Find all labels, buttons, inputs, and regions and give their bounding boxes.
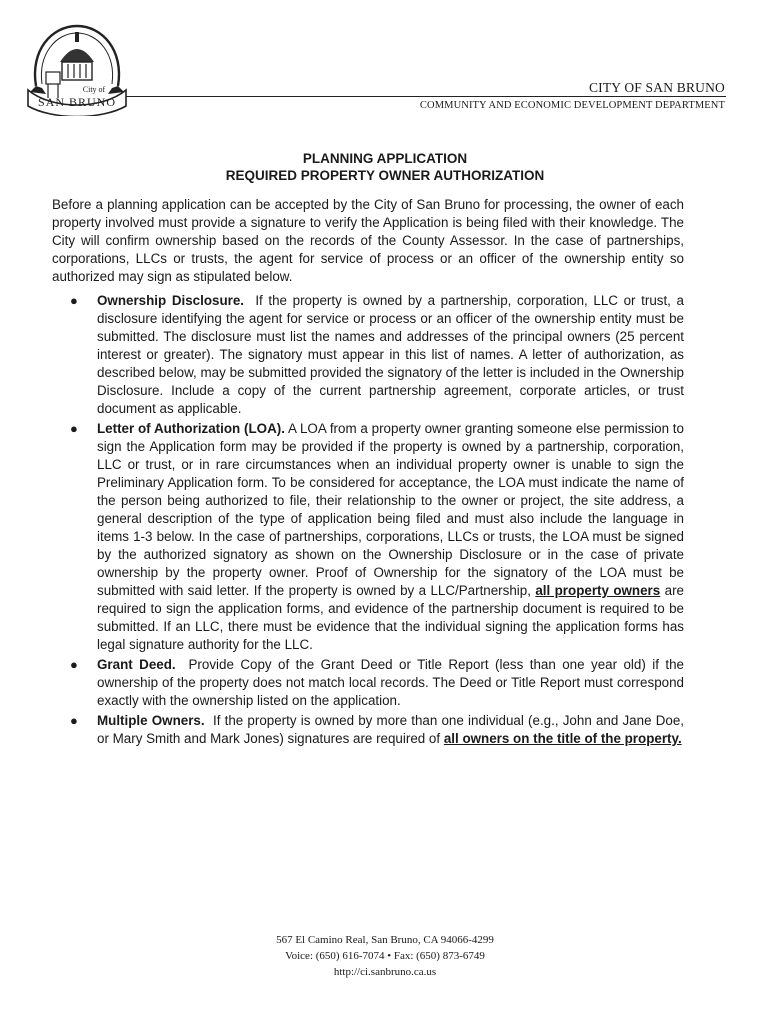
item-emphasis: all owners on the title of the property.	[443, 731, 682, 746]
footer-address: 567 El Camino Real, San Bruno, CA 94066-4299	[276, 934, 494, 946]
item-heading: Grant Deed.	[97, 657, 176, 672]
item-heading: Letter of Authorization (LOA).	[97, 421, 285, 436]
item-text: If the property is owned by a partnership, corporation, LLC or trust, a disclosure identifying the agent for service or process or an officer of the ownership entity must be submitted. The disclosure must list the names and addresses of the principal owners (25 percent interest or greater). The signatory must appear in this list of names. A letter of authorization, as described below, may be submitted provided the signatory of the letter is included in the Ownership Disclosure. Include a copy of the current partnership agreement, corporate articles, or trust document as applicable.	[97, 293, 684, 416]
bullet-icon: ●	[70, 657, 78, 672]
document-title	[0, 150, 770, 184]
city-seal-logo	[22, 20, 132, 116]
footer-website-link[interactable]: http://ci.sanbruno.ca.us	[333, 966, 437, 978]
document-body	[52, 196, 684, 750]
intro-paragraph: Before a planning application can be accepted by the City of San Bruno for processing, the owner of each property involved must provide a signature to verify the Application is being filed with their knowledge. The City will confirm ownership based on the records of the County Assessor. In the case of partnerships, corporations, LLCs or trusts, the agent for service of process or an officer of the ownership entity so authorized may sign as stipulated below.	[52, 197, 684, 284]
bullet-icon: ●	[70, 713, 78, 728]
footer-contact	[0, 932, 770, 980]
requirements-list	[52, 292, 684, 748]
item-text-final: are required to sign the application forms, and evidence of the partnership document is required to be submitted. If an LLC, there must be evidence that the individual signing the application forms has legal signature authority for the LLC.	[97, 583, 684, 652]
bullet-icon: ●	[70, 421, 78, 436]
item-text: A LOA from a property owner granting someone else permission to sign the Application form may be provided if the property is owned by a partnership, corporation, LLC or trust, or in rare circumstances when an individual property owner is unable to sign the Preliminary Application form. To be considered for acceptance, the LOA must indicate the name of the person being authorized to file, their relationship to the owner or project, the site address, a general description of the type of application being filed and must also include the language in items 1-3 below. In the case of partnerships, corporations, LLCs or trusts, the LOA must be signed by the authorized signatory as shown on the Ownership Disclosure or in the case of private ownership by the property owner. Proof of Ownership for the signatory of the LOA must be submitted with said letter.	[97, 421, 684, 598]
header-city-name: CITY OF SAN BRUNO	[588, 80, 725, 95]
list-item-ownership-disclosure	[52, 292, 684, 418]
item-emphasis: all property owners	[535, 583, 661, 598]
seal-text-top: City of	[82, 85, 106, 94]
title-line-2: REQUIRED PROPERTY OWNER AUTHORIZATION	[225, 168, 545, 183]
item-text: If the property is owned by more than one individual (e.g., John and Jane Doe, or Mary Smith and Mark Jones) signatures are required of	[97, 713, 684, 746]
list-item-multiple-owners	[52, 712, 684, 748]
bullet-icon: ●	[70, 293, 78, 308]
footer-phones: Voice: (650) 616-7074 • Fax: (650) 873-6749	[285, 950, 485, 962]
header-city-block	[589, 80, 725, 96]
header-department: COMMUNITY AND ECONOMIC DEVELOPMENT DEPARTMENT	[419, 100, 725, 111]
item-heading: Ownership Disclosure.	[97, 293, 245, 308]
title-line-1: PLANNING APPLICATION	[302, 151, 468, 166]
list-item-letter-of-authorization	[52, 420, 684, 654]
item-text: Provide Copy of the Grant Deed or Title Report (less than one year old) if the ownership of the property does not match local records. The Deed or Title Report must correspond exactly with the ownership listed on the application.	[97, 657, 684, 708]
seal-text-bottom: SAN BRUNO	[37, 95, 117, 109]
item-heading: Multiple Owners.	[97, 713, 205, 728]
header-rule	[126, 96, 726, 97]
item-text-continued: If the property is owned by a LLC/Partnership,	[253, 583, 531, 598]
list-item-grant-deed	[52, 656, 684, 710]
